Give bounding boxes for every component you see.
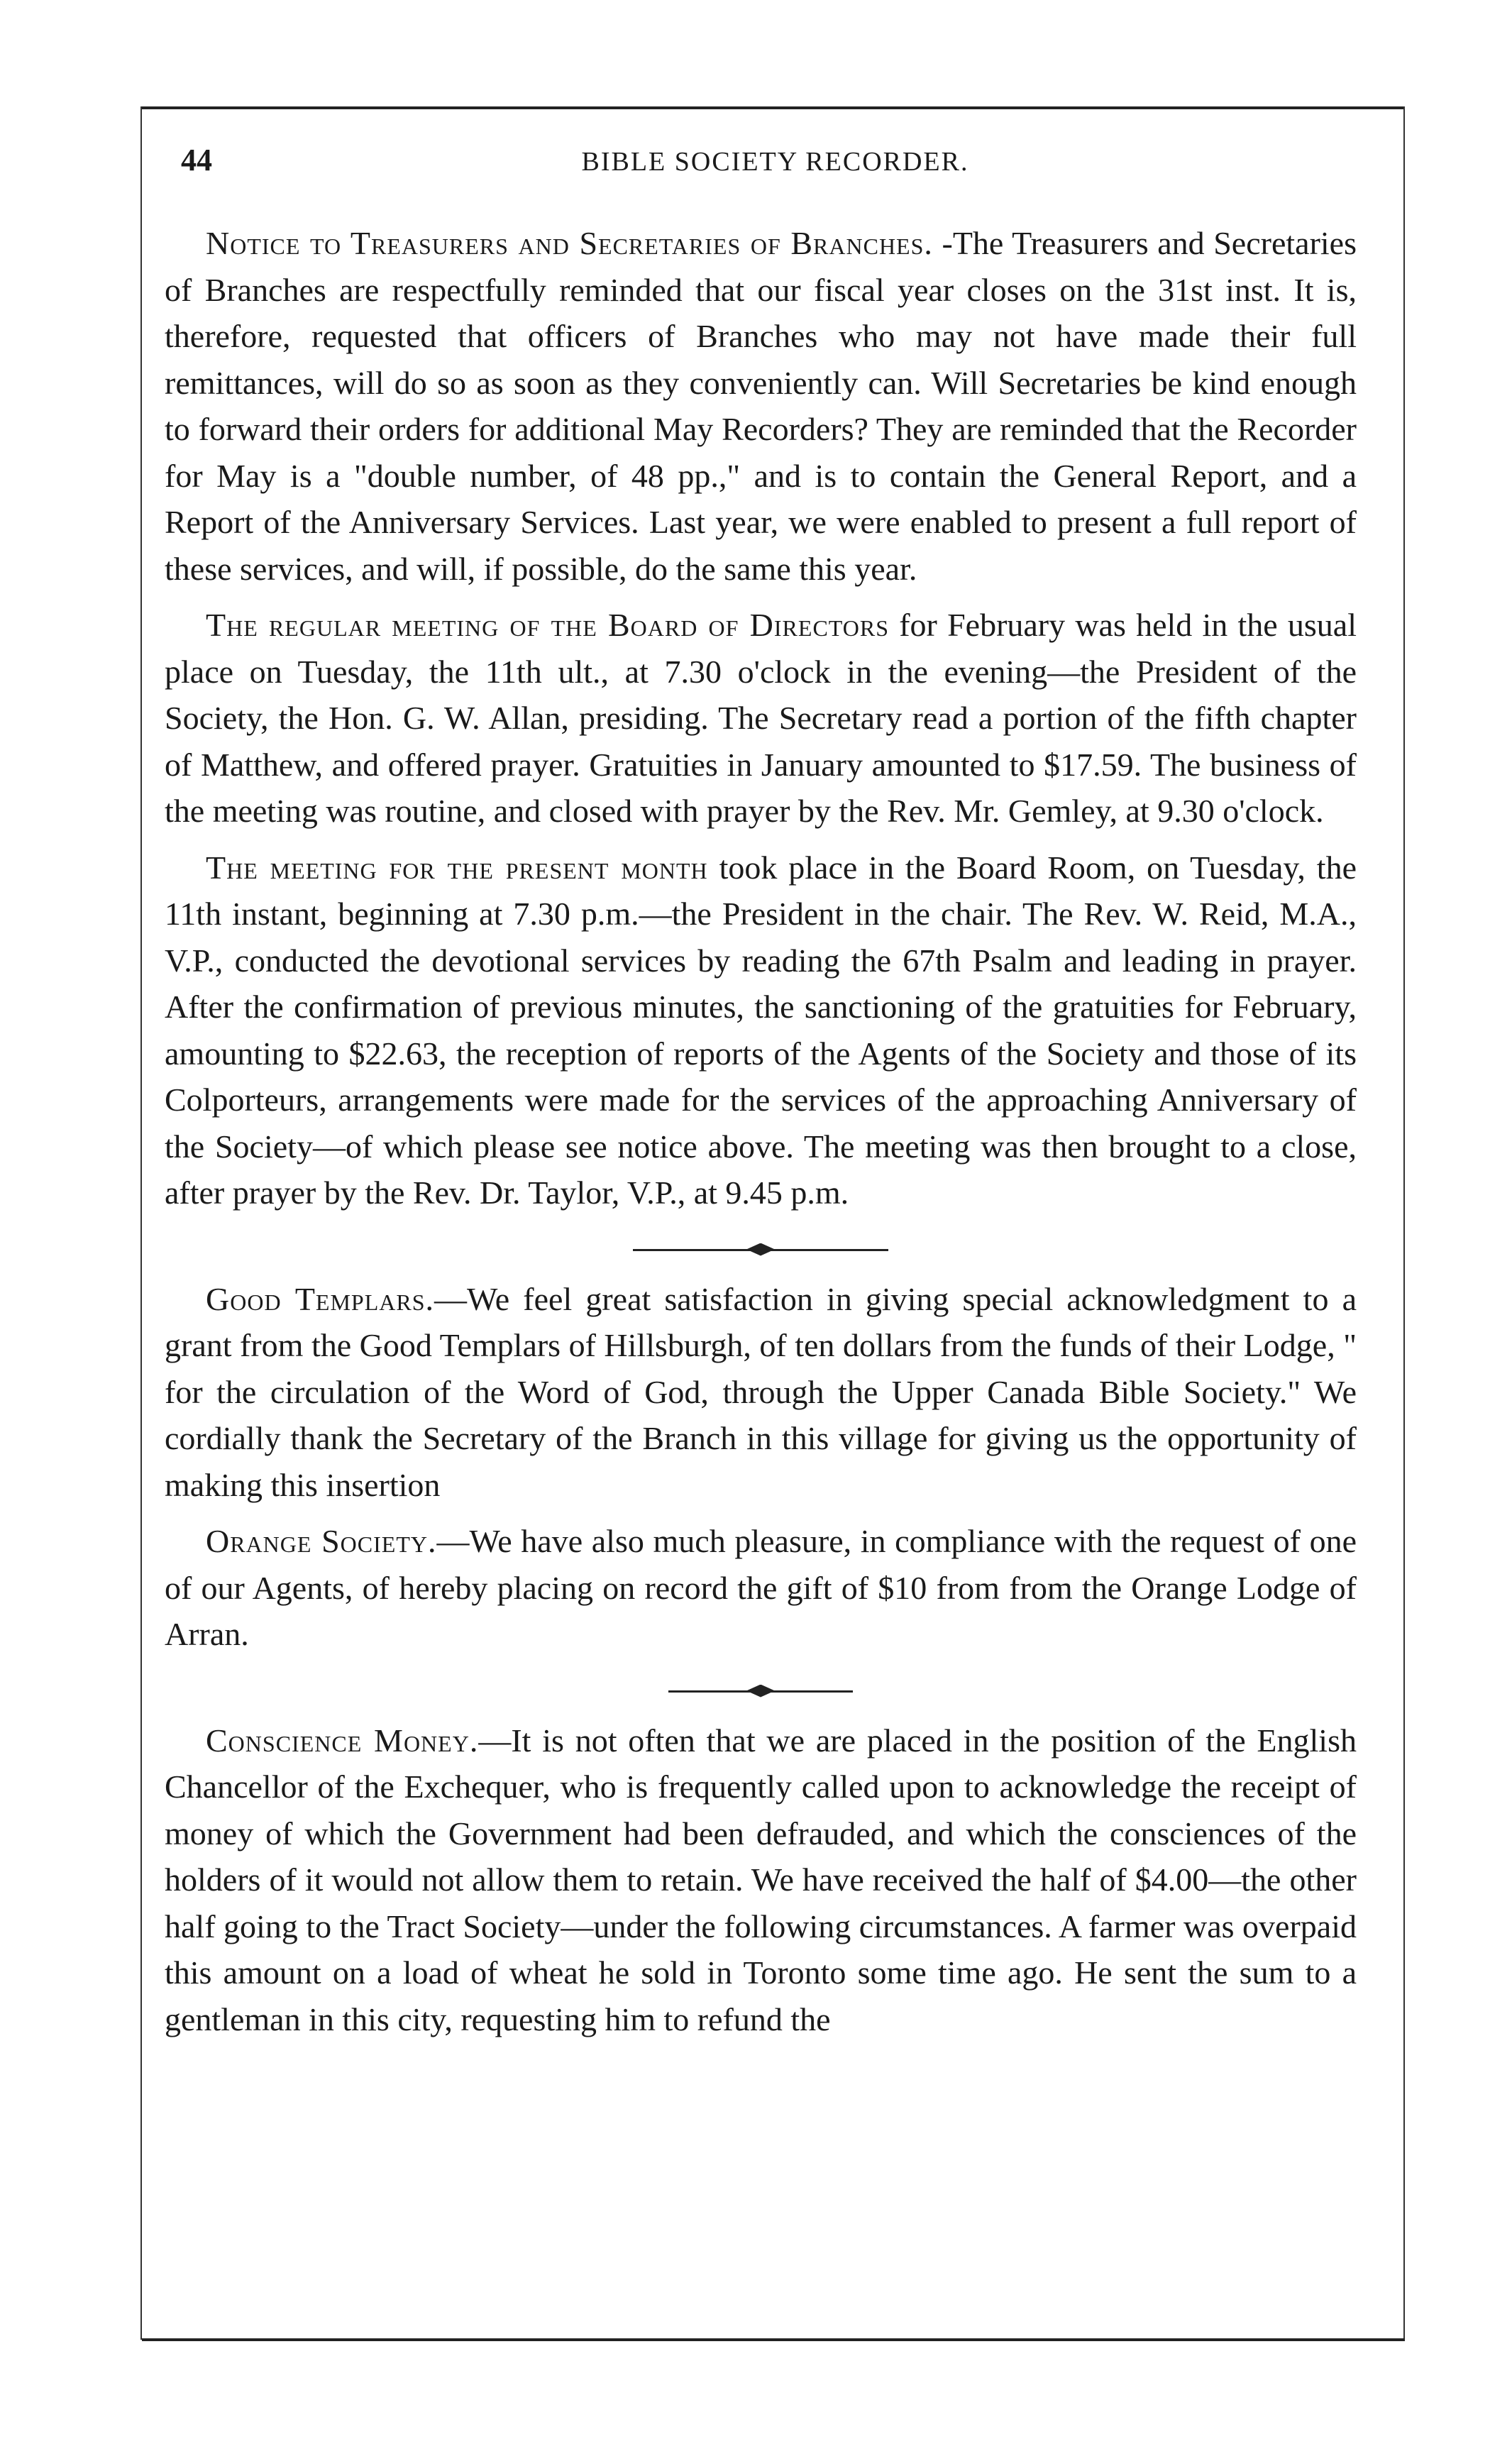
regular-meeting-paragraph: [165, 602, 1357, 835]
conscience-money-paragraph: [165, 1717, 1357, 2043]
divider-ornament: [746, 1685, 775, 1698]
paragraph-lead: Orange Society.: [206, 1523, 437, 1559]
paragraph-text: -The Treasurers and Secretaries of Branches are respectfully reminded that our fiscal year closes on the 31st inst. It is, therefore, requested that officers of Branches who may not have made their full remittances, will do so as soon as they conveniently can. Will Secretaries be kind enough to forward their orders for additional May Recorders? They are reminded that the Recorder for May is a "double number, of 48 pp.," and is to contain the General Report, and a Report of the Anniversary Services. Last year, we were enabled to present a full report of these services, and will, if possible, do the same this year.: [165, 225, 1357, 587]
page-number: 44: [181, 143, 212, 177]
paragraph-lead: Conscience Money.: [206, 1722, 479, 1759]
good-templars-paragraph: [165, 1276, 1357, 1509]
paragraph-text: for February was held in the usual place on Tuesday, the 11th ult., at 7.30 o'clock in the evening—the President of the Society, the Hon. G. W. Allan, presiding. The Secretary read a portion of the fifth chapter of Matthew, and offered prayer. Gratuities in January amounted to $17.59. The business of the meeting was routine, and closed with prayer by the Rev. Mr. Gemley, at 9.30 o'clock.: [165, 607, 1357, 829]
paragraph-lead: The meeting for the present month: [206, 849, 708, 886]
paragraph-text: took place in the Board Room, on Tuesday, the 11th instant, beginning at 7.30 p.m.—the President in the chair. The Rev. W. Reid, M.A., V.P., conducted the devotional services by reading the 67th Psalm and leading in prayer. After the confirmation of previous minutes, the sanctioning of the gratuities for February, amounting to $22.63, the reception of reports of the Agents of the Society and those of its Colporteurs, arrangements were made for the services of the approaching Anniversary of the Society—of which please see notice above. The meeting was then brought to a close, after prayer by the Rev. Dr. Taylor, V.P., at 9.45 p.m.: [165, 849, 1357, 1211]
present-month-paragraph: [165, 844, 1357, 1216]
left-rule: [140, 106, 142, 2340]
paragraph-text: —We feel great satisfaction in giving special acknowledgment to a grant from the Good Templars of Hillsburgh, of ten dollars from the funds of their Lodge, " for the circulation of the Word of God, through the Upper Canada Bible Society." We cordially thank the Secretary of the Branch in this village for giving us the opportunity of making this insertion: [165, 1280, 1357, 1503]
section-divider: [165, 1668, 1357, 1717]
paragraph-lead: Notice to Treasurers and Secretaries of Branches.: [206, 225, 933, 261]
page-body: [165, 220, 1357, 2052]
paragraph-text: —We have also much pleasure, in compliance with the request of one of our Agents, of hereby placing on record the gift of $10 from from the Orange Lodge of Arran.: [165, 1523, 1357, 1652]
bottom-rule: [142, 2338, 1405, 2341]
notice-paragraph: [165, 220, 1357, 592]
orange-society-paragraph: [165, 1518, 1357, 1658]
top-rule: [142, 106, 1405, 109]
paragraph-lead: The regular meeting of the Board of Directors: [206, 607, 890, 643]
divider-ornament: [746, 1243, 775, 1256]
paragraph-lead: Good Templars.: [206, 1280, 435, 1317]
page-header: [181, 142, 1369, 192]
section-divider: [165, 1226, 1357, 1276]
paragraph-text: —It is not often that we are placed in the position of the English Chancellor of the Exchequer, who is frequently called upon to acknowledge the receipt of money of which the Government had been defrauded, and which the consciences of the holders of it would not allow them to retain. We have received the half of $4.00—the other half going to the Tract Society—under the following circumstances. A farmer was overpaid this amount on a load of wheat he sold in Toronto some time ago. He sent the sum to a gentleman in this city, requesting him to refund the: [165, 1722, 1357, 2037]
right-rule: [1403, 106, 1405, 2340]
running-title: BIBLE SOCIETY RECORDER.: [581, 147, 969, 177]
